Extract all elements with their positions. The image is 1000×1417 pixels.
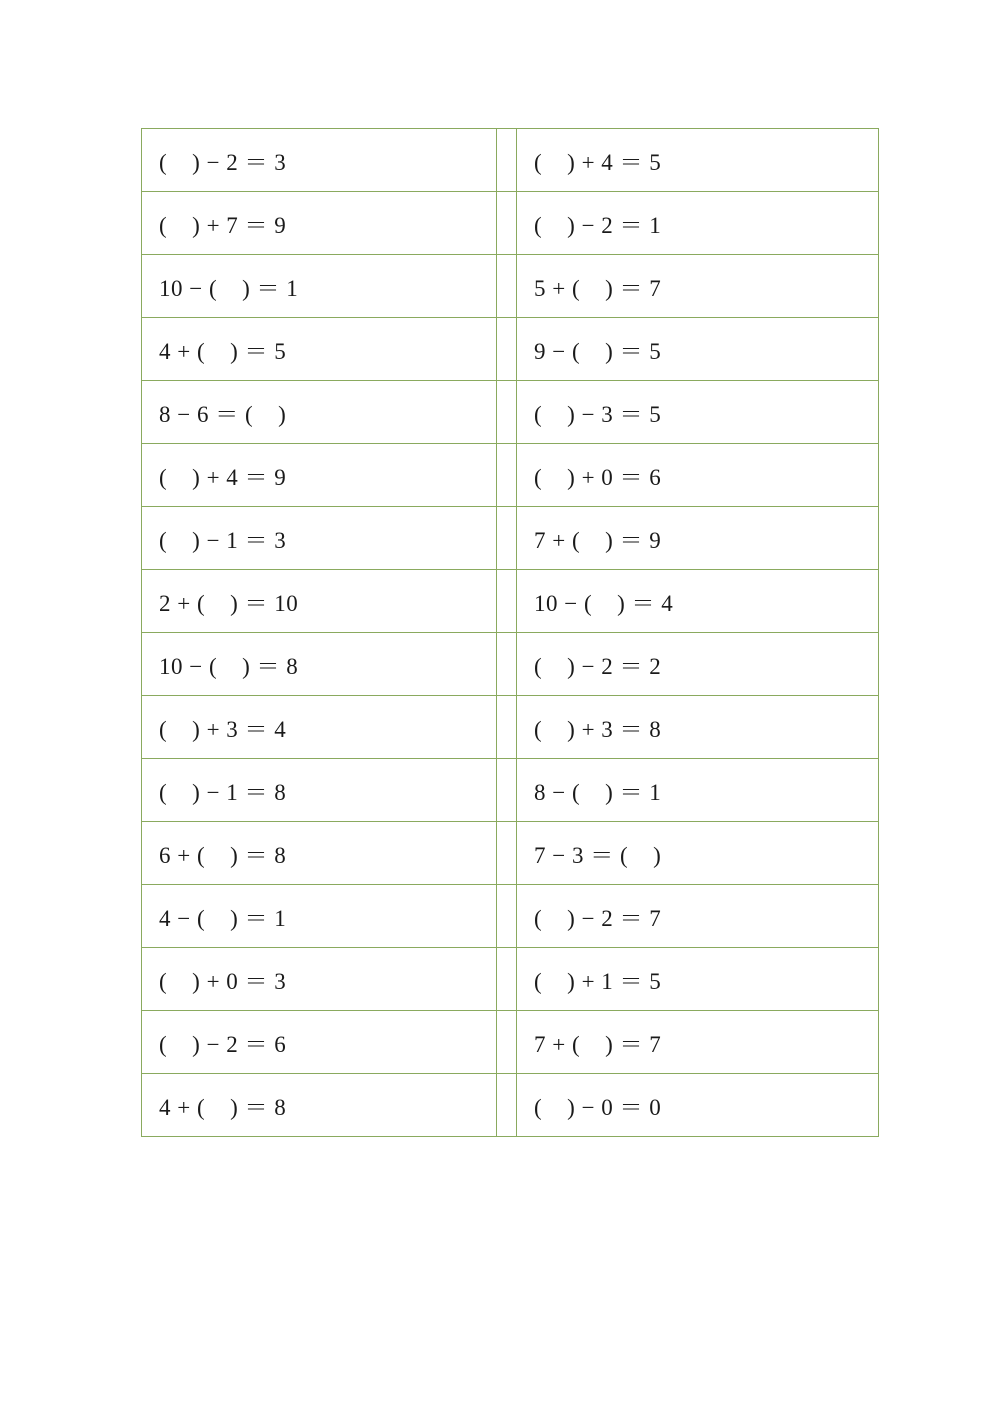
column-gap [497,759,517,822]
problem-row [142,192,879,255]
problem-row [142,822,879,885]
problem-cell-left: 4 + ( ) ＝ 8 [142,1074,497,1137]
problem-cell-left: 8 − 6 ＝ ( ) [142,381,497,444]
column-gap [497,444,517,507]
column-gap [497,1074,517,1137]
problem-row [142,444,879,507]
column-gap [497,696,517,759]
problem-row [142,507,879,570]
problem-cell-right: ( ) + 0 ＝ 6 [517,444,879,507]
problem-cell-left: ( ) + 7 ＝ 9 [142,192,497,255]
column-gap [497,885,517,948]
problem-row [142,696,879,759]
column-gap [497,633,517,696]
problem-cell-left: 4 + ( ) ＝ 5 [142,318,497,381]
problem-row [142,570,879,633]
problem-cell-left: ( ) − 2 ＝ 6 [142,1011,497,1074]
problem-cell-left: ( ) − 1 ＝ 3 [142,507,497,570]
problem-cell-left: ( ) + 0 ＝ 3 [142,948,497,1011]
column-gap [497,948,517,1011]
problem-row [142,1074,879,1137]
problem-cell-left: 10 − ( ) ＝ 8 [142,633,497,696]
problem-row [142,633,879,696]
problem-cell-left: ( ) − 1 ＝ 8 [142,759,497,822]
problem-row [142,1011,879,1074]
problem-cell-left: 6 + ( ) ＝ 8 [142,822,497,885]
problem-cell-right: 10 − ( ) ＝ 4 [517,570,879,633]
problem-cell-left: 10 − ( ) ＝ 1 [142,255,497,318]
column-gap [497,129,517,192]
problem-cell-right: ( ) + 3 ＝ 8 [517,696,879,759]
problem-cell-left: 2 + ( ) ＝ 10 [142,570,497,633]
problem-cell-right: ( ) − 2 ＝ 2 [517,633,879,696]
problem-cell-right: ( ) − 2 ＝ 7 [517,885,879,948]
problem-cell-right: ( ) + 1 ＝ 5 [517,948,879,1011]
problem-cell-right: ( ) − 2 ＝ 1 [517,192,879,255]
problem-row [142,948,879,1011]
problem-row [142,381,879,444]
problem-row [142,129,879,192]
problem-cell-right: 7 − 3 ＝ ( ) [517,822,879,885]
problem-cell-left: 4 − ( ) ＝ 1 [142,885,497,948]
column-gap [497,255,517,318]
problem-row [142,318,879,381]
problem-cell-right: 5 + ( ) ＝ 7 [517,255,879,318]
problem-cell-right: ( ) − 0 ＝ 0 [517,1074,879,1137]
column-gap [497,570,517,633]
column-gap [497,381,517,444]
worksheet-table [141,128,879,1137]
problem-cell-left: ( ) − 2 ＝ 3 [142,129,497,192]
problem-cell-right: ( ) + 4 ＝ 5 [517,129,879,192]
problem-row [142,255,879,318]
column-gap [497,192,517,255]
problem-row [142,885,879,948]
column-gap [497,507,517,570]
column-gap [497,1011,517,1074]
problem-cell-left: ( ) + 3 ＝ 4 [142,696,497,759]
problem-cell-left: ( ) + 4 ＝ 9 [142,444,497,507]
problem-cell-right: 7 + ( ) ＝ 9 [517,507,879,570]
worksheet-body [142,129,879,1137]
column-gap [497,822,517,885]
problem-cell-right: 9 − ( ) ＝ 5 [517,318,879,381]
problem-cell-right: ( ) − 3 ＝ 5 [517,381,879,444]
problem-row [142,759,879,822]
column-gap [497,318,517,381]
problem-cell-right: 8 − ( ) ＝ 1 [517,759,879,822]
problem-cell-right: 7 + ( ) ＝ 7 [517,1011,879,1074]
